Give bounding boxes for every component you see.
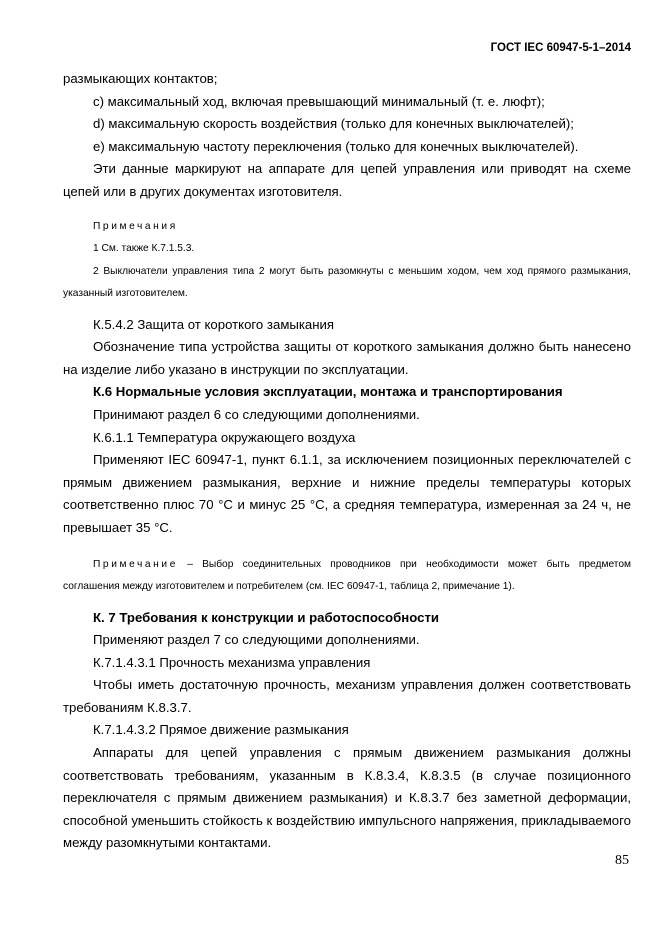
section-heading: К. 7 Требования к конструкции и работоспособности: [93, 609, 440, 625]
section-title: К.7.1.4.3.2 Прямое движение размыкания: [93, 722, 349, 738]
paragraph: размыкающих контактов;: [63, 71, 218, 86]
section-title: К.7.1.4.3.1 Прочность механизма управления: [93, 654, 371, 670]
note-1: 1 См. также К.7.1.5.3.: [93, 243, 195, 255]
section-heading: К.6 Нормальные условия эксплуатации, монтажа и транспортирования: [93, 384, 563, 400]
paragraph: Применяют раздел 7 со следующими дополнениями.: [93, 632, 420, 648]
section-title: К.6.1.1 Температура окружающего воздуха: [93, 429, 356, 445]
paragraph: Чтобы иметь достаточную прочность, механизм управления должен соответствовать требованиям К.8.3.7.: [63, 677, 631, 715]
document-header: ГОСТ IEC 60947-5-1–2014: [490, 42, 631, 54]
page-number: 85: [615, 853, 629, 868]
list-item-c: c) максимальный ход, включая превышающий минимальный (т. е. люфт);: [93, 93, 545, 109]
notes-title: Примечания: [93, 220, 178, 232]
note-label: Примечание: [93, 558, 178, 570]
paragraph: Обозначение типа устройства защиты от короткого замыкания должно быть нанесено на изделие либо указано в инструкции по эксплуатации.: [63, 339, 631, 377]
note-text: – Выбор соединительных проводников при необходимости может быть предметом соглашения между изготовителем и потребителем (см. IEC 60947-1, таблица 2, примечание 1).: [63, 558, 631, 592]
document-body: [63, 68, 631, 855]
paragraph: Применяют IEC 60947-1, пункт 6.1.1, за исключением позиционных переключателей с прямым движением размыкания, верхние и нижние пределы температуры которых соответственно плюс 70 °C и минус 25 °C, а средняя температура, измеренная за 24 ч, не превышает 35 °C.: [63, 452, 631, 535]
list-item-e: e) максимальную частоту переключения (только для конечных выключателей).: [93, 138, 579, 154]
note-3: [63, 554, 631, 599]
paragraph: Аппараты для цепей управления с прямым движением размыкания должны соответствовать требованиям, указанным в К.8.3.4, К.8.3.5 (в случае позиционного переключателя с прямым движением размыкания) и К.8.3.7 без заметной деформации, способной уменьшить стойкость к воздействию импульсного напряжения, прикладываемого между разомкнутыми контактами.: [63, 745, 631, 851]
paragraph: Принимают раздел 6 со следующими дополнениями.: [93, 406, 420, 422]
paragraph: Эти данные маркируют на аппарате для цепей управления или приводят на схеме цепей или в других документах изготовителя.: [63, 161, 631, 199]
section-title: К.5.4.2 Защита от короткого замыкания: [93, 316, 335, 332]
list-item-d: d) максимальную скорость воздействия (только для конечных выключателей);: [93, 116, 574, 132]
note-2: 2 Выключатели управления типа 2 могут быть разомкнуты с меньшим ходом, чем ход прямого размыкания, указанный изготовителем.: [63, 265, 631, 300]
